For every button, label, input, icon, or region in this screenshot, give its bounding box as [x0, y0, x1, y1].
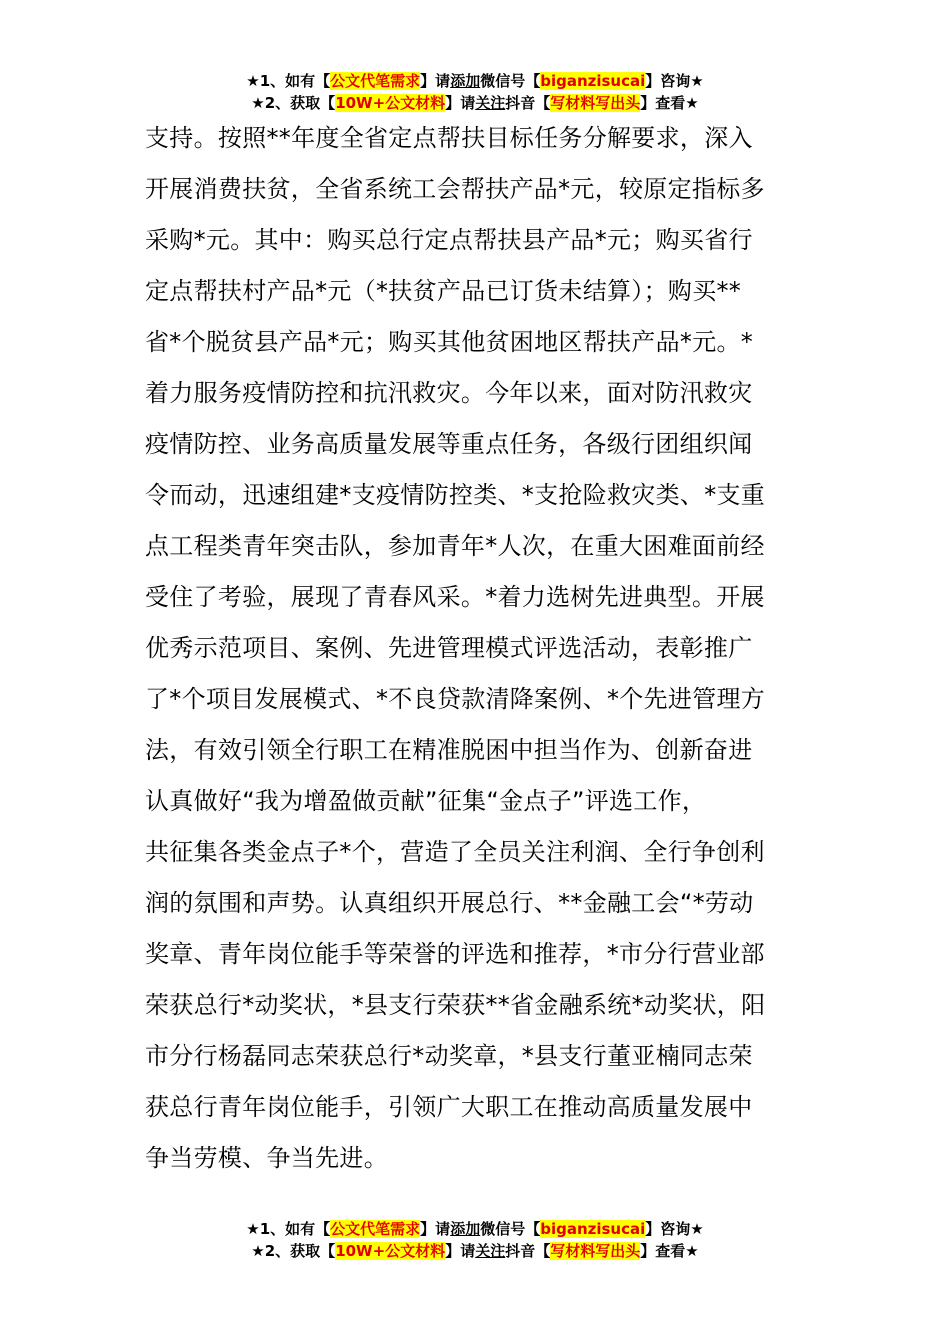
body-line: 获总行青年岗位能手，引领广大职工在推动高质量发展中: [145, 1093, 753, 1121]
body-line: 共征集各类金点子*个，营造了全员关注利润、全行争创利: [145, 838, 765, 866]
banner-text: 】查看★: [640, 94, 699, 112]
banner-text: 微信号【: [480, 72, 541, 90]
header-banner: [0, 70, 950, 114]
body-line: 点工程类青年突击队，参加青年*人次，在重大困难面前经: [145, 532, 765, 560]
banner-underlined-text: 关注: [475, 1242, 506, 1260]
banner-text: 】咨询★: [645, 1220, 704, 1238]
banner-text: 抖音【: [505, 1242, 551, 1260]
banner-text: ★1、如有【: [246, 72, 331, 90]
body-line: 优秀示范项目、案例、先进管理模式评选活动，表彰推广: [145, 634, 753, 662]
body-line: 支持。按照**年度全省定点帮扶目标任务分解要求，深入: [145, 124, 753, 152]
body-line: 争当劳模、争当先进。: [145, 1144, 388, 1172]
body-line: 市分行杨磊同志荣获总行*动奖章，*县支行董亚楠同志荣: [145, 1042, 753, 1070]
banner-underlined-text: 关注: [475, 94, 506, 112]
banner-highlight: 10W+公文材料: [335, 1242, 446, 1260]
banner-text: 微信号【: [480, 1220, 541, 1238]
body-line: 着力服务疫情防控和抗汛救灾。今年以来，面对防汛救灾: [145, 379, 753, 407]
banner-highlight: 公文代笔需求: [330, 72, 421, 90]
banner-line-1: [0, 70, 950, 92]
banner-text: 抖音【: [505, 94, 551, 112]
body-line: 了*个项目发展模式、*不良贷款清降案例、*个先进管理方: [145, 685, 766, 713]
body-line: 法，有效引领全行职工在精准脱困中担当作为、创新奋进: [145, 736, 753, 764]
body-line: 开展消费扶贫，全省系统工会帮扶产品*元，较原定指标多: [145, 175, 765, 203]
body-line: 令而动，迅速组建*支疫情防控类、*支抢险救灾类、*支重: [145, 481, 766, 509]
body-line: 定点帮扶村产品*元（*扶贫产品已订货未结算）；购买**: [145, 277, 742, 305]
banner-text: ★2、获取【: [251, 94, 336, 112]
banner-text: 】请: [445, 1242, 476, 1260]
banner-text: 】查看★: [640, 1242, 699, 1260]
banner-text: 】请: [420, 1220, 451, 1238]
banner-highlight: 写材料写出头: [550, 94, 641, 112]
footer-banner: [0, 1218, 950, 1262]
body-line: 奖章、青年岗位能手等荣誉的评选和推荐，*市分行营业部: [145, 940, 765, 968]
banner-text: 】咨询★: [645, 72, 704, 90]
body-line: 认真做好“我为增盈做贡献”征集“金点子”评选工作，: [145, 787, 707, 815]
banner-highlight: 写材料写出头: [550, 1242, 641, 1260]
banner-highlight: biganzisucai: [540, 1220, 646, 1238]
banner-line-1: [0, 1218, 950, 1240]
body-line: 润的氛围和声势。认真组织开展总行、**金融工会“*劳动: [145, 889, 754, 917]
banner-underlined-text: 添加: [450, 72, 481, 90]
banner-underlined-text: 添加: [450, 1220, 481, 1238]
document-body: [145, 113, 807, 1184]
body-line: 受住了考验，展现了青春风采。*着力选树先进典型。开展: [145, 583, 765, 611]
body-line: 采购*元。其中：购买总行定点帮扶县产品*元；购买省行: [145, 226, 753, 254]
body-line: 荣获总行*动奖状，*县支行荣获**省金融系统*动奖状，阳: [145, 991, 766, 1019]
banner-text: ★1、如有【: [246, 1220, 331, 1238]
banner-line-2: [0, 92, 950, 114]
banner-text: ★2、获取【: [251, 1242, 336, 1260]
banner-text: 】请: [420, 72, 451, 90]
banner-highlight: biganzisucai: [540, 72, 646, 90]
banner-line-2: [0, 1240, 950, 1262]
body-line: 省*个脱贫县产品*元；购买其他贫困地区帮扶产品*元。*: [145, 328, 754, 356]
banner-text: 】请: [445, 94, 476, 112]
banner-highlight: 10W+公文材料: [335, 94, 446, 112]
banner-highlight: 公文代笔需求: [330, 1220, 421, 1238]
body-line: 疫情防控、业务高质量发展等重点任务，各级行团组织闻: [145, 430, 753, 458]
